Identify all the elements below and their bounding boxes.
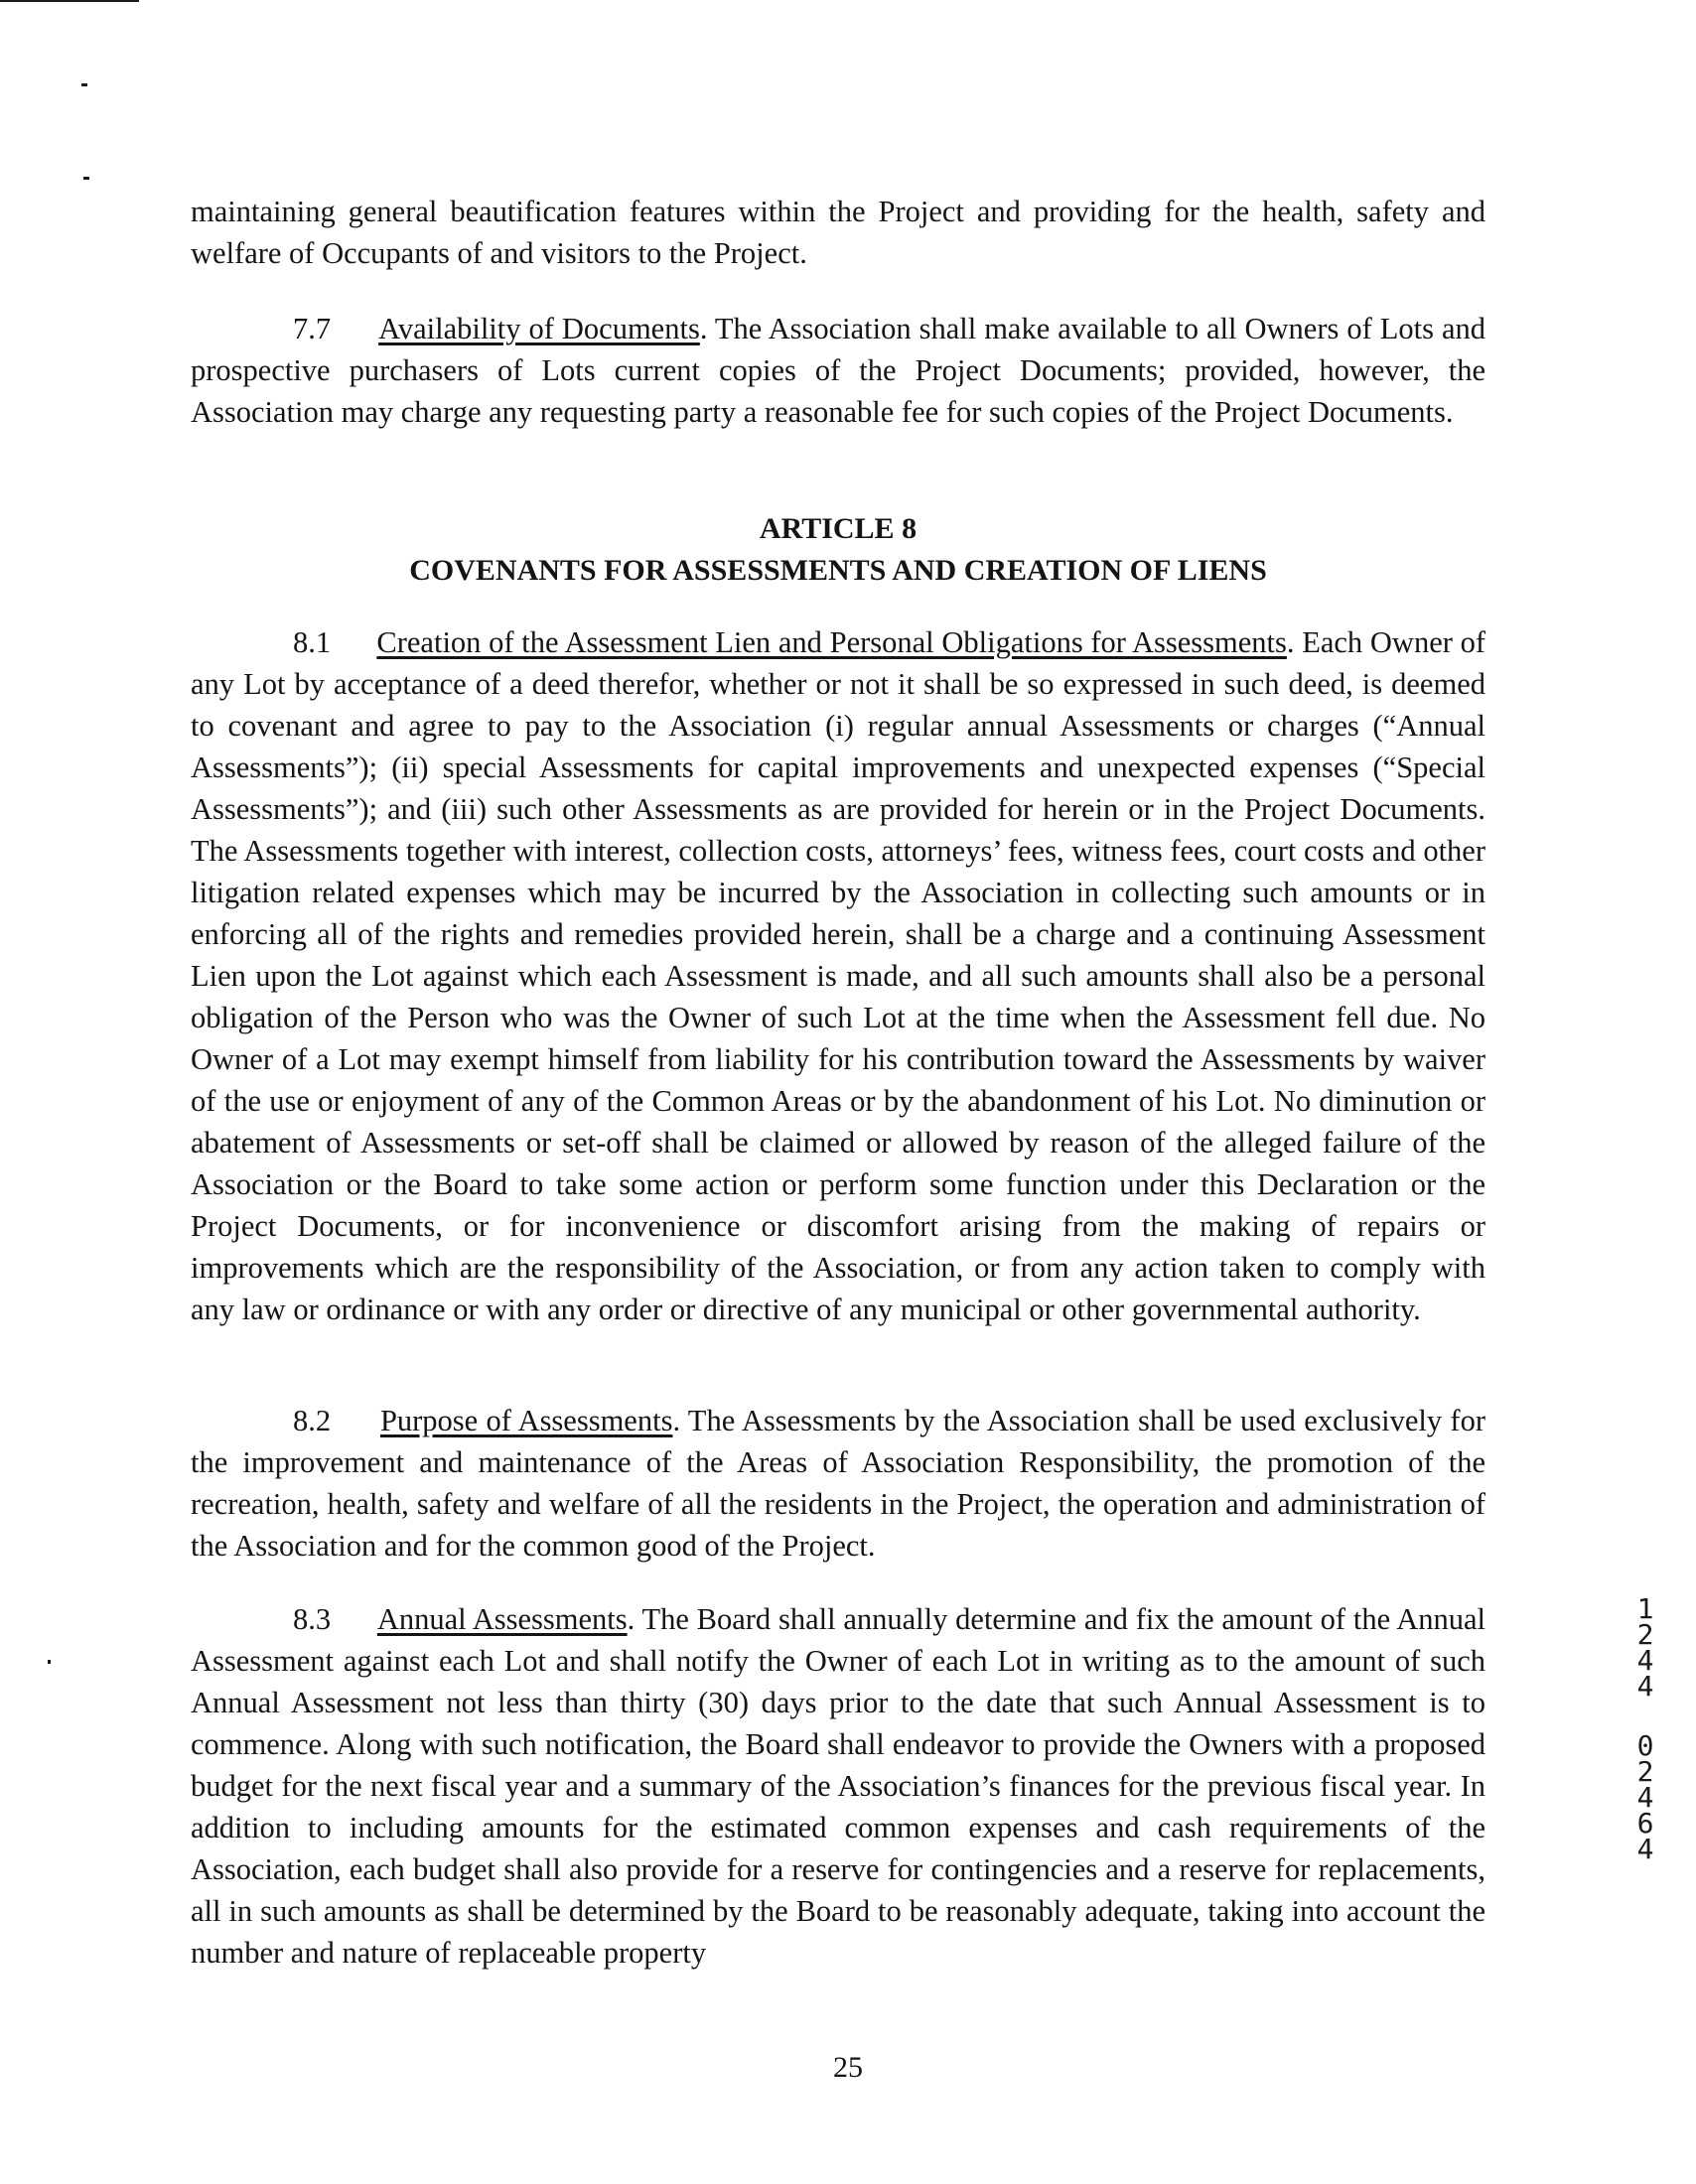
recording-digit: 2 xyxy=(1636,1755,1654,1788)
recording-number xyxy=(1630,1592,1660,1865)
section-title: Availability of Documents xyxy=(378,312,700,345)
article-label: ARTICLE 8 xyxy=(759,512,918,545)
scan-edge-line xyxy=(0,0,139,2)
recording-digit: 4 xyxy=(1636,1781,1654,1814)
recording-digit: 2 xyxy=(1636,1618,1654,1651)
recording-digit: 4 xyxy=(1636,1833,1654,1865)
continuation-text: maintaining general beautification features within the Project and providing for the health, safety and welfare of Occupants of and visitors to the Project. xyxy=(191,195,1485,270)
section-body: . The Association shall make available to all Owners of Lots and prospective purchasers of Lots current copies of the Project Documents; provided, however, the Association may charge any requesting party a reasonable fee for such copies of the Project Documents. xyxy=(191,312,1486,429)
section-title: Annual Assessments xyxy=(376,1602,628,1636)
recording-digit: 4 xyxy=(1636,1670,1654,1703)
section-number: 8.2 xyxy=(293,1404,332,1437)
section-body: . Each Owner of any Lot by acceptance of a deed therefor, whether or not it shall be so expressed in such deed, is deemed to covenant and agree to pay to the Association (i) regular annual Assessments or charges (“Annual Assessments”); (ii) special Assessments for capital improvements and unexpected expenses (“Special Assessments”); and (iii) such other Assessments as are provided for herein or in the Project Documents. The Assessments together with interest, collection costs, attorneys’ fees, witness fees, court costs and other litigation related expenses which may be incurred by the Association in collecting such amounts or in enforcing all of the rights and remedies provided herein, shall be a charge and a continuing Assessment Lien upon the Lot against which each Assessment is made, and all such amounts shall also be a personal obligation of the Person who was the Owner of such Lot at the time when the Assessment fell due. No Owner of a Lot may exempt himself from liability for his contribution toward the Assessments by waiver of the use or enjoyment of any of the Common Areas or by the abandonment of his Lot. No diminution or abatement of Assessments or set-off shall be claimed or allowed by reason of the alleged failure of the Association or the Board to take some action or perform some function under this Declaration or the Project Documents, or for inconvenience or discomfort arising from the making of repairs or improvements which are the responsibility of the Association, or from any action taken to comply with any law or ordinance or with any order or directive of any municipal or other governmental authority. xyxy=(191,625,1486,1326)
page-number: 25 xyxy=(833,2051,863,2084)
recording-gap xyxy=(1630,1700,1660,1733)
scan-speck xyxy=(48,1660,51,1664)
article-title: COVENANTS FOR ASSESSMENTS AND CREATION OF LIENS xyxy=(409,554,1267,587)
recording-digit: 6 xyxy=(1636,1807,1654,1840)
section-body: . The Board shall annually determine and fix the amount of the Annual Assessment against each Lot and shall notify the Owner of each Lot in writing as to the amount of such Annual Assessment not less than thirty (30) days prior to the date that such Annual Assessment is to commence. Along with such notification, the Board shall endeavor to provide the Owners with a proposed budget for the next fiscal year and a summary of the Association’s finances for the previous fiscal year. In addition to including amounts for the estimated common expenses and cash requirements of the Association, each budget shall also provide for a reserve for contingencies and a reserve for replacements, all in such amounts as shall be determined by the Board to be reasonably adequate, taking into account the number and nature of replaceable property xyxy=(191,1602,1485,1970)
section-8-1 xyxy=(191,621,1485,1330)
scan-speck xyxy=(83,177,89,180)
section-number: 8.3 xyxy=(293,1602,332,1636)
continuation-paragraph xyxy=(191,191,1485,274)
section-8-3 xyxy=(191,1598,1485,1974)
section-body: . The Assessments by the Association shall be used exclusively for the improvement and maintenance of the Areas of Association Responsibility, the promotion of the recreation, health, safety and welfare of all the residents in the Project, the operation and administration of the Association and for the common good of the Project. xyxy=(191,1404,1486,1563)
section-7-7 xyxy=(191,308,1485,433)
scan-speck xyxy=(81,83,87,86)
recording-digit: 4 xyxy=(1636,1644,1654,1677)
section-number: 8.1 xyxy=(293,625,332,659)
section-number: 7.7 xyxy=(293,312,332,345)
section-title: Purpose of Assessments xyxy=(379,1404,673,1437)
section-title: Creation of the Assessment Lien and Personal Obligations for Assessments xyxy=(376,625,1287,659)
section-8-2 xyxy=(191,1400,1485,1567)
recording-digit: 0 xyxy=(1636,1729,1654,1762)
recording-digit: 1 xyxy=(1636,1592,1654,1625)
